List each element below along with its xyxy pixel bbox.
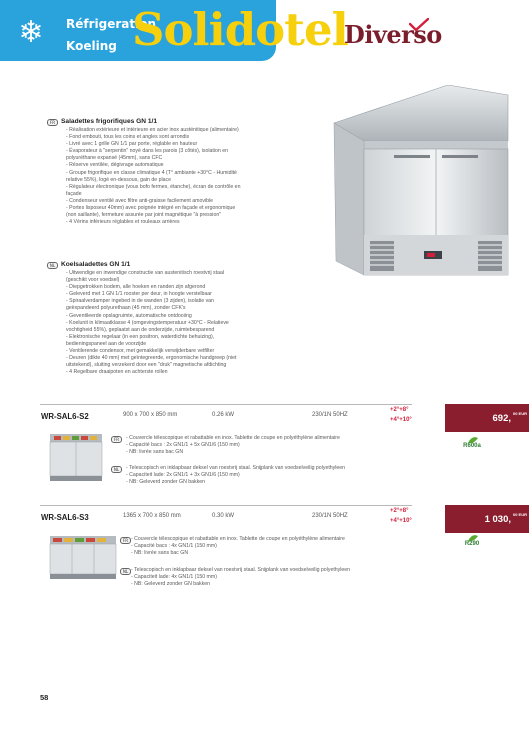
product-desc-fr: - Couvercle télescopique et rabattable en inox. Tablette de coupe en polyéthylène alimentaire - Capacité bacs : 4x GN1/1 (150 mm) - NB: livrée sans bac GN	[131, 536, 345, 557]
flag-fr: FR	[120, 537, 131, 544]
checkmark-icon	[409, 18, 429, 32]
flag-nl: NL	[111, 466, 122, 473]
row-divider	[40, 404, 412, 405]
price-currency: 00 EUR	[512, 512, 527, 517]
flag-nl: NL	[120, 568, 131, 575]
product-dimensions: 1365 x 700 x 850 mm	[123, 513, 181, 519]
product-sku: WR-SAL6-S2	[41, 412, 89, 421]
feature-list-nl: - Uitwendige en inwendige constructie van austenitisch roestvrij staal (geschikt voor voedsel) - Diepgetrokken bodem, alle hoeken en randen zijn afgerond - Geleverd met 1 GN 1/1 rooster per deur, in hoogte verstelbaar - Spiraalverdamper ingebed in de wanden (3 zijden), isolatie van geëxpandeerd polyurethaan (45 mm), zonder CFK's - Geventileerde opslagruimte, automatische ontdooiing - Koelunit in klimaatklasse 4 (omgevingstemperatuur +30°C - Relatieve vochtigheid 55%), geplaatst aan de onderzijde, ruimtebesparend - Elektronische regelaar (in een positron, waterdichte behuizing), bedieningspaneel aan de voorzijde - Ventilerende condensor, met gemakkelijk verwijderbare vetfilter - Deuren (dikte 40 mm) met geïntegreerde, ergonomische handgreep (niet uitstekend), sluiting verzekerd door een "druk" magnetische afdichting - 4 Regelbare draaipoten en achterste rollen	[66, 270, 237, 376]
price-box	[445, 404, 529, 432]
price-box	[445, 505, 529, 533]
flag-fr: FR	[47, 119, 58, 126]
product-power: 0.30 kW	[212, 513, 235, 519]
product-voltage: 230/1N 50HZ	[312, 513, 348, 519]
saladette-photo	[328, 85, 514, 281]
flag-fr: FR	[111, 436, 122, 443]
product-row-sal6-s3	[40, 505, 527, 533]
temp-range-bottom: +4°+10°	[390, 417, 412, 423]
product-price: 1 030,	[484, 514, 511, 525]
refrigerant-badge	[458, 438, 486, 452]
product-power: 0.26 kW	[212, 412, 235, 418]
row-divider	[40, 505, 412, 506]
snowflake-icon: ❄	[18, 15, 44, 50]
price-currency: 00 EUR	[512, 411, 527, 416]
page-number: 58	[40, 693, 49, 702]
temp-range-top: +2°+8°	[390, 508, 409, 514]
logo-sub-text: Diverso	[344, 20, 442, 49]
product-desc-nl: - Telescopisch en inklapbaar deksel van roestvrij staal. Snijplank van voedselveilig polyethyleen - Capaciteit lade: 2x GN1/1 + 3x GN1/6 (150 mm) - NB: Geleverd zonder GN bakken	[126, 465, 346, 486]
refrigerant-badge	[458, 536, 486, 550]
category-title-fr: Réfrigeration	[66, 17, 157, 31]
saladette-s3-photo	[48, 534, 118, 580]
product-dimensions: 900 x 700 x 850 mm	[123, 412, 178, 418]
category-title-nl: Koeling	[66, 39, 117, 53]
product-price: 692,	[492, 413, 511, 424]
temp-range-bottom: +4°+10°	[390, 518, 412, 524]
section-title-fr: Saladettes frigorifiques GN 1/1	[61, 118, 158, 125]
product-sku: WR-SAL6-S3	[41, 513, 89, 522]
saladette-s2-photo	[48, 432, 104, 482]
flag-nl: NL	[47, 262, 58, 269]
temp-range-top: +2°+8°	[390, 407, 409, 413]
feature-list-fr: - Réalisation extérieure et intérieure en acier inox austénitique (alimentaire) - Fond embouti, tous les coins et angles sont arrondis - Livré avec 1 grille GN 1/1 par porte, réglable en hauteur - Évaporateur à "serpentin" noyé dans les parois (3 côtés), isolation en polyuréthane expansé (45mm), sans CFC - Réserve ventilée, dégivrage automatique - Groupe frigorifique en classe climatique 4 (T° ambiante +30°C - Humidité relative 55%), logé en-dessous, gain de place - Régulateur électronique (vous bofo fermes, étanche), écran de contrôle en façade - Condenseur ventilé avec filtre anti-graisse facilement amovible - Portes lisposeur 40mm) avec poignée intégré en façade et ergonomique (non saillante), fermeture assurée par joint magnétique "à pression" - 4 Vérins inférieurs réglables et rouleaux arrières	[66, 127, 241, 226]
product-row-sal6-s2	[40, 404, 527, 432]
section-title-nl: Koelsaladettes GN 1/1	[61, 261, 131, 268]
product-voltage: 230/1N 50HZ	[312, 412, 348, 418]
refrigerant-label: R290	[464, 541, 480, 547]
brand-logo	[132, 4, 468, 56]
refrigerant-label: R600a	[463, 443, 481, 449]
product-desc-nl: - Telescopisch en inklapbaar deksel van roestvrij staal. Snijplank van voedselveilig polyethyleen - Capaciteit lade: 4x GN1/1 (150 mm) - NB: Geleverd zonder GN bakken	[131, 567, 351, 588]
logo-main-text: Solidotel	[132, 3, 348, 56]
product-desc-fr: - Couvercle télescopique et rabattable en inox. Tablette de coupe en polyéthylène alimentaire - Capacité bacs : 2x GN1/1 + 5x GN1/6 (150 mm) - NB: livrée sans bac GN	[126, 435, 340, 456]
